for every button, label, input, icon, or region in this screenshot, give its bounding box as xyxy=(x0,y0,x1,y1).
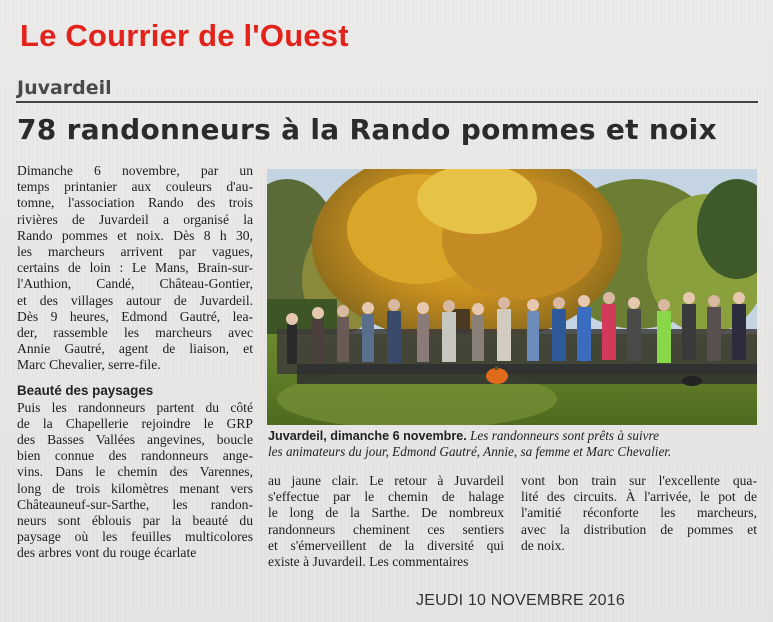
article-text-line: des arbres vont du rouge écarlate xyxy=(17,545,197,561)
caption-line-1 xyxy=(268,428,758,444)
article-text-line: der, rassemble les marcheurs avec xyxy=(17,324,253,340)
section-rule xyxy=(16,101,758,103)
article-text-line: Puis les randonneurs partent du côté xyxy=(17,399,253,415)
article-text-line: certains de loin : Le Mans, Brain-sur- xyxy=(17,260,253,276)
article-text-line: Châteauneuf-sur-Sarthe, les randon- xyxy=(17,496,253,512)
article-text-line: de la Chapellerie rejoindre le GRP xyxy=(17,415,253,431)
photo-caption xyxy=(268,428,758,460)
article-column-1 xyxy=(17,163,253,562)
article-text-line: avec la distribution de pommes et xyxy=(521,521,757,537)
article-text-line: Dimanche 6 novembre, par un xyxy=(17,163,253,178)
article-text-line: et des villages autour de Juvardeil. xyxy=(17,292,253,308)
caption-text-1: Les randonneurs sont prêts à suivre xyxy=(470,428,659,443)
article-text-line: long de trois kilomètres menant vers xyxy=(17,480,253,496)
article-text-line: de noix. xyxy=(521,537,565,553)
article-headline: 78 randonneurs à la Rando pommes et noix xyxy=(17,113,717,146)
article-text-line: vont bon train sur l'excellente qua- xyxy=(521,473,757,488)
article-text-line: bien connue des randonneurs ange- xyxy=(17,448,253,464)
article-text-line: lité des circuits. À l'arrivée, le pot de xyxy=(521,489,757,505)
article-text-line: l'Authion, Candé, Château-Gontier, xyxy=(17,276,253,292)
article-photo xyxy=(267,169,757,425)
article-text-line: les marcheurs arrivent par vagues, xyxy=(17,243,253,259)
article-text-line: Marc Chevalier, serre-file. xyxy=(17,357,161,373)
article-text-line: s'effectue par le chemin de halage xyxy=(268,489,504,505)
article-text-line: des Basses Vallées angevines, boucle xyxy=(17,432,253,447)
article-text-line: Dès 9 heures, Edmond Gautré, lea- xyxy=(17,308,253,324)
article-text-line: et s'émerveillent de la diversité qui xyxy=(268,537,504,553)
article-column-3 xyxy=(521,473,757,554)
article-text-line: au jaune clair. Le retour à Juvardeil xyxy=(268,473,504,488)
article-text-line: randonneurs cheminent ces sentiers xyxy=(268,521,504,537)
article-text-line: rivières de Juvardeil a organisé la xyxy=(17,211,253,227)
article-column-2 xyxy=(268,473,504,570)
article-text-line: tomne, l'association Rando des trois xyxy=(17,195,253,211)
article-text-line: existe à Juvardeil. Les commentaires xyxy=(268,553,469,569)
issue-date: JEUDI 10 NOVEMBRE 2016 xyxy=(416,592,625,609)
article-text-line: Annie Gautré, agent de liaison, et xyxy=(17,341,253,357)
article-text-line: Rando pommes et noix. Dès 8 h 30, xyxy=(17,227,253,243)
article-text-line: temps printanier aux couleurs d'au- xyxy=(17,179,253,195)
article-text-line: paysage où les feuilles multicolores xyxy=(17,529,253,545)
newspaper-masthead: Le Courrier de l'Ouest xyxy=(20,18,349,53)
group-photo-illustration xyxy=(267,169,757,425)
article-text-line: le long de la Sarthe. De nombreux xyxy=(268,505,504,521)
caption-text-2: les animateurs du jour, Edmond Gautré, Annie, sa femme et Marc Chevalier. xyxy=(268,444,672,459)
caption-title: Juvardeil, dimanche 6 novembre. xyxy=(268,429,467,443)
article-text-line: l'amitié réconforte les marcheurs, xyxy=(521,505,757,521)
article-subhead: Beauté des paysages xyxy=(17,383,154,399)
section-label: Juvardeil xyxy=(17,77,112,99)
article-text-line: neurs sont éblouis par la beauté du xyxy=(17,512,253,528)
article-text-line: vins. Dans le chemin des Varennes, xyxy=(17,464,253,480)
